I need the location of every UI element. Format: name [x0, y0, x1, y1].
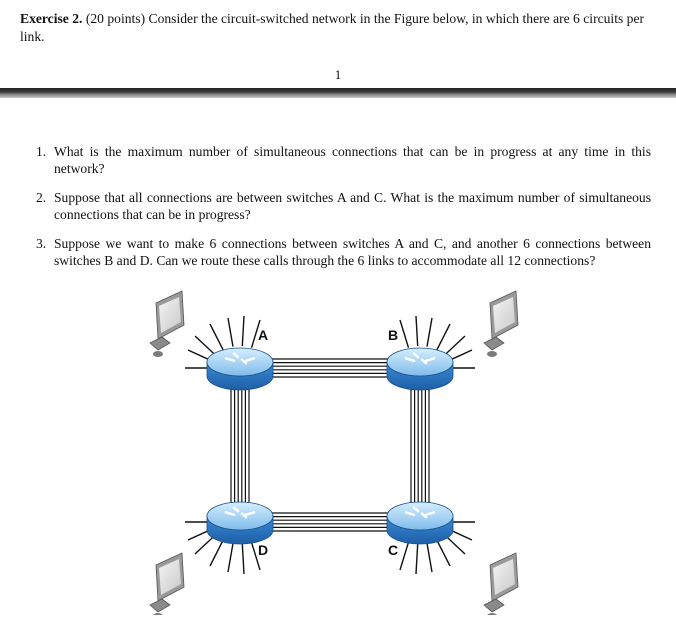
access-line — [416, 316, 418, 346]
access-line — [228, 543, 233, 572]
router-icon — [387, 348, 453, 390]
computer-base — [150, 599, 170, 612]
router-icon — [207, 502, 273, 544]
computers — [150, 291, 518, 615]
network-diagram — [140, 285, 540, 615]
router-top — [387, 502, 453, 530]
router-top — [207, 502, 273, 530]
router-top — [387, 348, 453, 376]
switch-label-c: C — [388, 542, 399, 558]
question-number: 3. — [36, 236, 47, 251]
access-line — [195, 336, 216, 355]
question-text: Suppose that all connections are between switches A and C. What is the maximum number of simultaneous connections that can be in progress? — [54, 190, 651, 222]
access-line — [400, 542, 408, 570]
network-figure — [140, 285, 540, 615]
switch-label-b: B — [388, 327, 399, 343]
access-line — [444, 336, 465, 355]
question-text: Suppose we want to make 6 connections between switches A and C, and another 6 connections between switches B and D. Can we route these calls through the 6 links to accommodate all 12 connections? — [54, 236, 651, 268]
computer-mouse — [153, 351, 163, 357]
page-separator — [0, 88, 676, 98]
computer-icon — [150, 553, 184, 615]
access-line — [210, 324, 223, 350]
computer-mouse — [487, 351, 497, 357]
router-top — [207, 348, 273, 376]
computer-mouse — [153, 613, 163, 615]
access-line — [427, 318, 432, 347]
question-2 — [36, 189, 651, 223]
access-line — [437, 540, 450, 566]
switch-label-a: A — [258, 327, 269, 343]
access-line — [400, 320, 408, 348]
access-line — [416, 544, 418, 574]
access-line — [437, 324, 450, 350]
question-number: 1. — [36, 144, 47, 159]
computer-mouse — [487, 613, 497, 615]
question-1 — [36, 143, 651, 177]
computer-base — [150, 337, 170, 350]
computer-icon — [484, 553, 518, 615]
access-line — [242, 316, 244, 346]
computer-base — [484, 337, 504, 350]
question-3 — [36, 235, 651, 269]
question-text: What is the maximum number of simultaneous connections that can be in progress at any time in this network? — [54, 144, 651, 176]
exercise-title: Exercise 2. — [20, 11, 83, 26]
router-icon — [207, 348, 273, 390]
router-icon — [387, 502, 453, 544]
computer-icon — [484, 291, 518, 357]
access-line — [228, 318, 233, 347]
exercise-intro — [20, 10, 660, 46]
computer-icon — [150, 291, 184, 357]
access-line — [427, 543, 432, 572]
page-number: 1 — [334, 67, 342, 82]
switch-label-d: D — [258, 542, 269, 558]
computer-base — [484, 599, 504, 612]
question-number: 2. — [36, 190, 47, 205]
access-line — [210, 540, 223, 566]
exercise-text: (20 points) Consider the circuit-switched network in the Figure below, in which there are 6 circuits per link. — [20, 11, 645, 44]
previous-page-bottom — [0, 0, 676, 88]
access-line — [242, 544, 244, 574]
question-list — [36, 143, 651, 281]
